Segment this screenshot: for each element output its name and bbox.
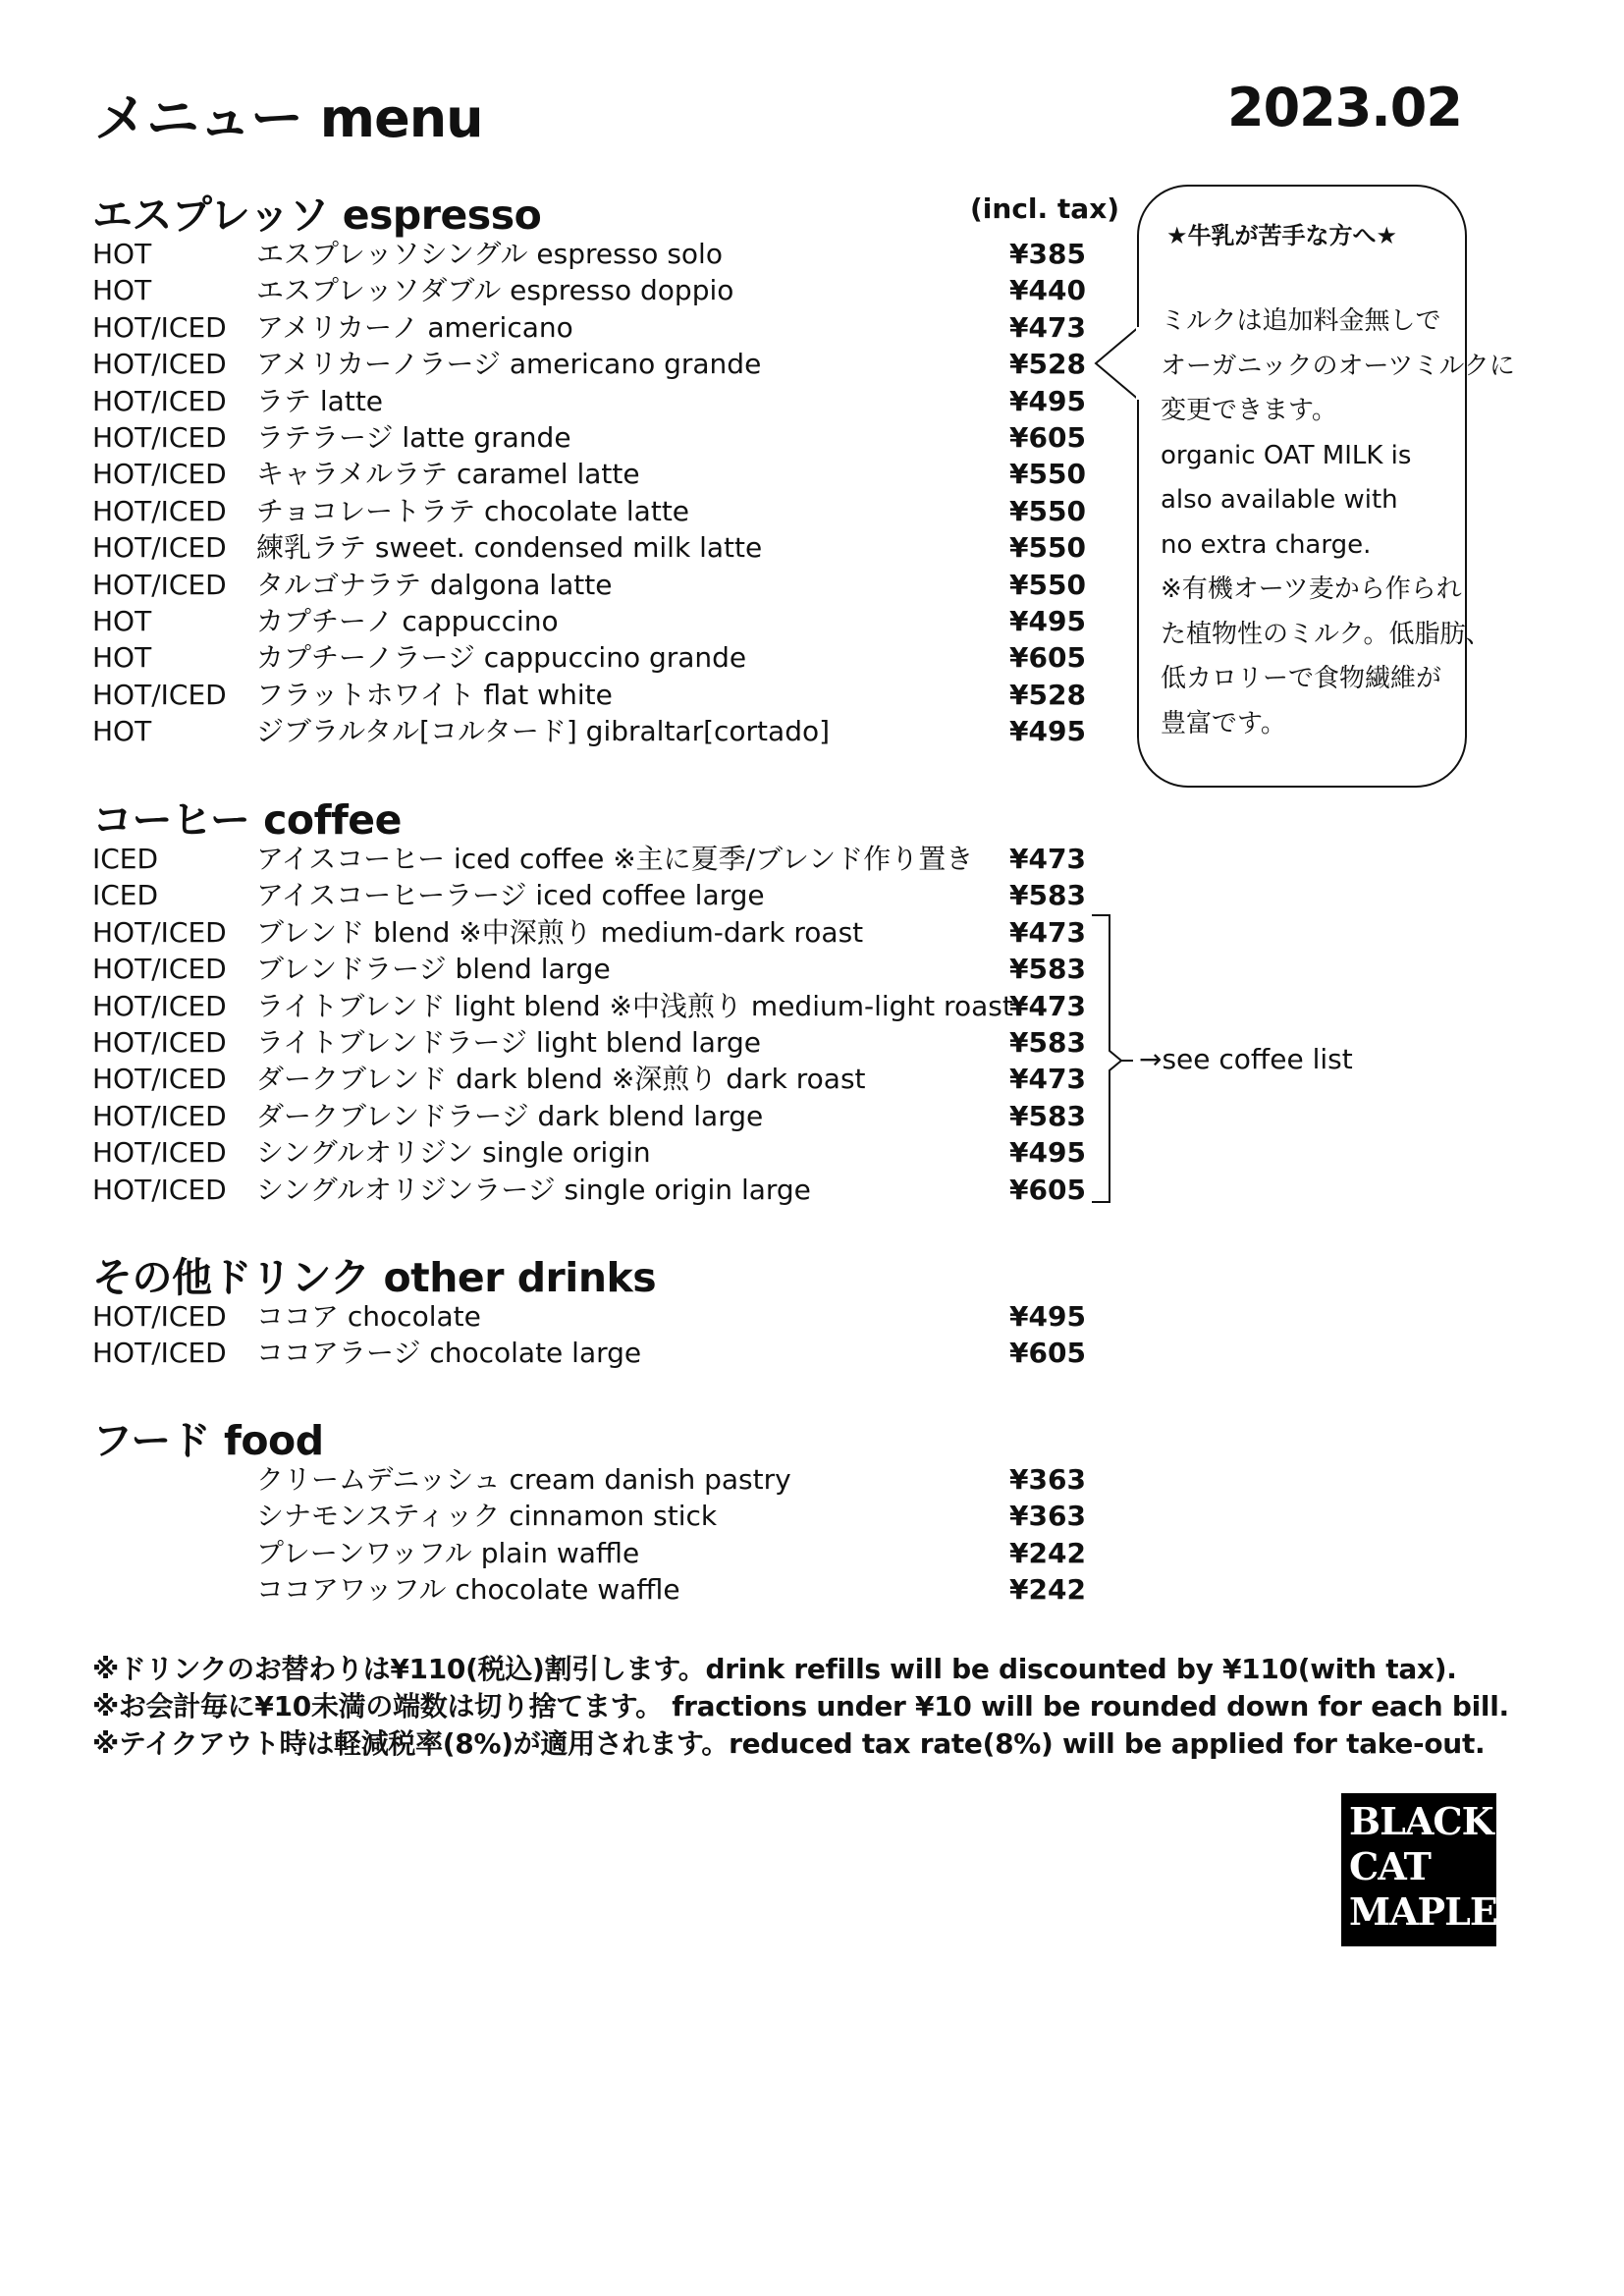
bubble-text-line: オーガニックのオーツミルクに: [1161, 351, 1515, 381]
item-name: アメリカーノ americano: [256, 310, 573, 344]
bubble-text-line: 変更できます。: [1161, 396, 1337, 425]
item-price: ¥242: [1009, 1573, 1086, 1607]
bubble-text-line: た植物性のミルク。低脂肪、: [1161, 619, 1491, 649]
item-name: シングルオリジン single origin: [256, 1136, 651, 1170]
item-name: ダークブレンドラージ dark blend large: [256, 1099, 764, 1132]
item-name: タルゴナラテ dalgona latte: [256, 568, 613, 601]
item-price: ¥495: [1009, 384, 1086, 417]
item-price: ¥473: [1009, 310, 1086, 344]
item-price: ¥550: [1009, 531, 1086, 565]
page-title: メニュー menu: [94, 87, 483, 149]
temperature-label: ICED: [92, 879, 159, 912]
coffee-list-bracket: [1088, 911, 1147, 1208]
temperature-label: HOT/ICED: [92, 494, 227, 527]
temperature-label: HOT/ICED: [92, 678, 227, 711]
item-name: アメリカーノラージ americano grande: [256, 348, 762, 381]
see-coffee-list-note: →see coffee list: [1139, 1043, 1353, 1075]
item-price: ¥550: [1009, 568, 1086, 601]
temperature-label: HOT/ICED: [92, 1099, 227, 1132]
temperature-label: HOT: [92, 641, 152, 675]
item-name: ライトブレンド light blend ※中浅煎り medium-light roast: [256, 989, 1013, 1022]
temperature-label: HOT/ICED: [92, 1337, 227, 1370]
item-price: ¥583: [1009, 1099, 1086, 1132]
item-name: ブレンド blend ※中深煎り medium-dark roast: [256, 915, 864, 949]
item-name: ラテラージ latte grande: [256, 421, 571, 454]
bubble-text-line: also available with: [1161, 485, 1398, 515]
logo-line-1: BLACK: [1349, 1799, 1493, 1843]
item-price: ¥605: [1009, 421, 1086, 454]
temperature-label: HOT/ICED: [92, 1063, 227, 1096]
item-price: ¥528: [1009, 678, 1086, 711]
oat-milk-bubble: [1137, 185, 1515, 788]
bubble-text-line: organic OAT MILK is: [1161, 440, 1412, 470]
item-price: ¥605: [1009, 641, 1086, 675]
section-title-food: フード food: [92, 1417, 324, 1464]
temperature-label: HOT/ICED: [92, 531, 227, 565]
item-name: チョコレートラテ chocolate latte: [256, 494, 690, 527]
temperature-label: ICED: [92, 843, 159, 875]
bubble-text-line: 低カロリーで食物繊維が: [1161, 664, 1442, 693]
item-price: ¥583: [1009, 879, 1086, 912]
temperature-label: HOT: [92, 605, 152, 637]
footnote-takeout-tax: ※テイクアウト時は軽減税率(8%)が適用されます。reduced tax rate(8%) will be applied for take-out.: [92, 1727, 1486, 1760]
logo-line-3: MAPLE: [1349, 1889, 1497, 1934]
bubble-text-line: ミルクは追加料金無しで: [1161, 306, 1441, 336]
temperature-label: HOT/ICED: [92, 989, 227, 1022]
temperature-label: HOT: [92, 715, 152, 748]
section-title-espresso: エスプレッソ espresso: [92, 191, 542, 239]
temperature-label: HOT/ICED: [92, 384, 227, 417]
item-price: ¥495: [1009, 1300, 1086, 1333]
black-cat-maple-logo: [1341, 1793, 1496, 1946]
item-price: ¥605: [1009, 1337, 1086, 1370]
bubble-seam: [1136, 327, 1142, 400]
item-name: シングルオリジンラージ single origin large: [256, 1173, 811, 1206]
item-price: ¥385: [1009, 238, 1086, 270]
temperature-label: HOT/ICED: [92, 915, 227, 949]
item-price: ¥242: [1009, 1536, 1086, 1569]
temperature-label: HOT/ICED: [92, 953, 227, 986]
item-price: ¥583: [1009, 1026, 1086, 1059]
item-name: ココア chocolate: [256, 1300, 481, 1333]
item-name: ラテ latte: [256, 384, 384, 417]
item-price: ¥473: [1009, 915, 1086, 949]
temperature-label: HOT/ICED: [92, 1136, 227, 1170]
item-price: ¥495: [1009, 605, 1086, 637]
menu-date: 2023.02: [1227, 77, 1462, 138]
temperature-label: HOT/ICED: [92, 568, 227, 601]
item-name: ココアラージ chocolate large: [256, 1337, 642, 1370]
item-price: ¥473: [1009, 989, 1086, 1022]
item-price: ¥495: [1009, 715, 1086, 748]
item-price: ¥440: [1009, 274, 1086, 307]
bubble-title: ★牛乳が苦手な方へ★: [1166, 222, 1398, 249]
item-price: ¥550: [1009, 494, 1086, 527]
item-name: フラットホワイト flat white: [256, 678, 613, 711]
item-price: ¥528: [1009, 348, 1086, 381]
item-price: ¥473: [1009, 1063, 1086, 1096]
temperature-label: HOT/ICED: [92, 1026, 227, 1059]
item-name: ジブラルタル[コルタード] gibraltar[cortado]: [256, 715, 831, 748]
item-price: ¥363: [1009, 1463, 1086, 1496]
item-name: エスプレッソシングル espresso solo: [256, 238, 723, 270]
item-name: プレーンワッフル plain waffle: [256, 1536, 640, 1569]
item-name: カプチーノ cappuccino: [256, 605, 559, 637]
item-name: アイスコーヒー iced coffee ※主に夏季/ブレンド作り置き: [256, 843, 974, 875]
logo-line-2: CAT: [1349, 1844, 1431, 1888]
item-name: カプチーノラージ cappuccino grande: [256, 641, 747, 675]
item-price: ¥605: [1009, 1173, 1086, 1206]
bubble-text-line: 豊富です。: [1161, 708, 1286, 738]
item-price: ¥473: [1009, 843, 1086, 875]
temperature-label: HOT: [92, 238, 152, 270]
item-name: シナモンスティック cinnamon stick: [256, 1500, 718, 1533]
temperature-label: HOT/ICED: [92, 1173, 227, 1206]
item-name: キャラメルラテ caramel latte: [256, 458, 640, 491]
footnote-rounding: ※お会計毎に¥10未満の端数は切り捨てます。 fractions under ¥10 will be rounded down for each bill.: [92, 1690, 1509, 1722]
section-title-coffee: コーヒー coffee: [92, 796, 402, 844]
temperature-label: HOT/ICED: [92, 1300, 227, 1333]
item-price: ¥550: [1009, 458, 1086, 491]
item-name: ブレンドラージ blend large: [256, 953, 611, 986]
bubble-text-line: no extra charge.: [1161, 529, 1372, 560]
item-name: アイスコーヒーラージ iced coffee large: [256, 879, 765, 912]
item-name: ライトブレンドラージ light blend large: [256, 1026, 761, 1059]
item-price: ¥495: [1009, 1136, 1086, 1170]
item-name: エスプレッソダブル espresso doppio: [256, 274, 734, 307]
temperature-label: HOT/ICED: [92, 348, 227, 381]
temperature-label: HOT/ICED: [92, 310, 227, 344]
bubble-text-line: ※有機オーツ麦から作られ: [1161, 574, 1462, 604]
item-name: ココアワッフル chocolate waffle: [256, 1573, 680, 1607]
temperature-label: HOT: [92, 274, 152, 307]
item-price: ¥583: [1009, 953, 1086, 986]
section-title-other-drinks: その他ドリンク other drinks: [92, 1254, 657, 1301]
temperature-label: HOT/ICED: [92, 421, 227, 454]
temperature-label: HOT/ICED: [92, 458, 227, 491]
item-price: ¥363: [1009, 1500, 1086, 1533]
item-name: クリームデニッシュ cream danish pastry: [256, 1463, 791, 1496]
item-name: ダークブレンド dark blend ※深煎り dark roast: [256, 1063, 866, 1096]
footnote-refill: ※ドリンクのお替わりは¥110(税込)割引します。drink refills will be discounted by ¥110(with tax).: [92, 1653, 1457, 1685]
tax-included-label: (incl. tax): [970, 192, 1120, 225]
item-name: 練乳ラテ sweet. condensed milk latte: [256, 531, 763, 565]
